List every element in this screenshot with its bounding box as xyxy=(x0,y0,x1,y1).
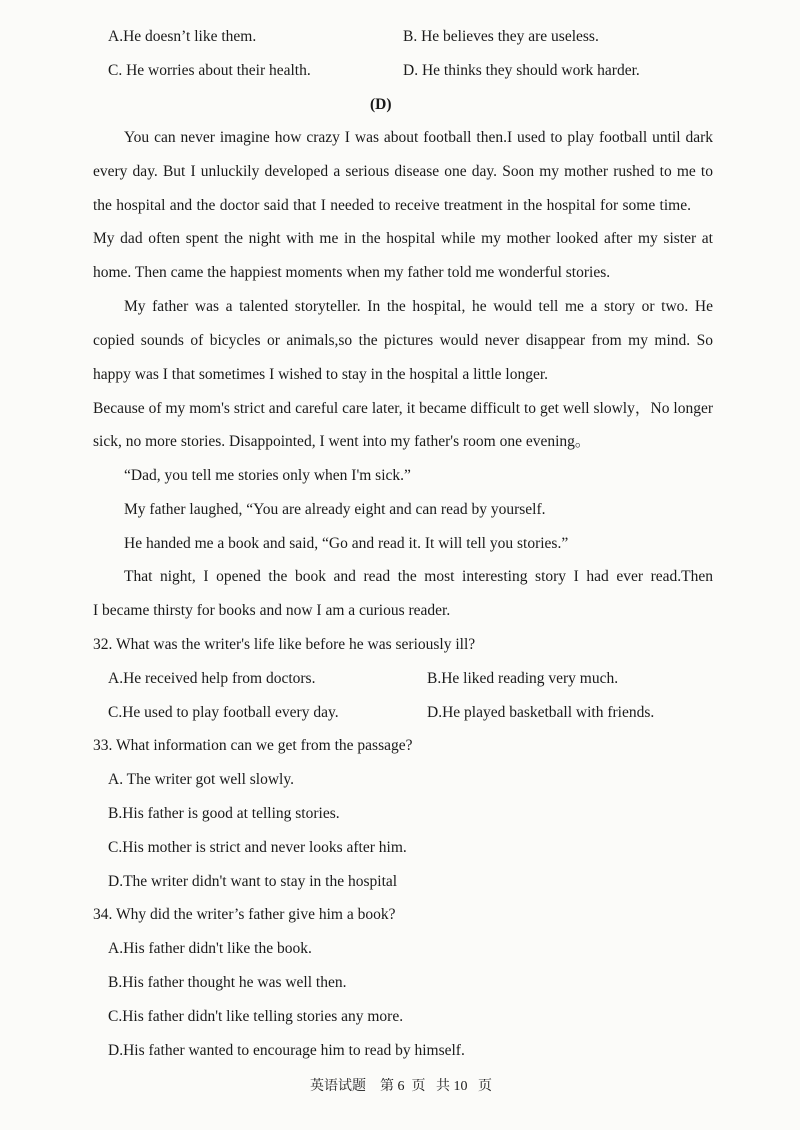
question-32: 32. What was the writer's life like before he was seriously ill? xyxy=(93,636,476,653)
passage-line: Because of my mom's strict and careful care later, it became difficult to get well slowly，No longer xyxy=(93,400,713,417)
section-heading: (D) xyxy=(370,96,392,113)
q34-option-b: B.His father thought he was well then. xyxy=(108,974,347,991)
passage-line: My dad often spent the night with me in the hospital while my mother looked after my sister at xyxy=(93,230,713,247)
q33-option-c: C.His mother is strict and never looks after him. xyxy=(108,839,407,856)
q32-option-c: C.He used to play football every day. xyxy=(108,704,339,721)
question-34: 34. Why did the writer’s father give him a book? xyxy=(93,906,396,923)
passage-line: I became thirsty for books and now I am a curious reader. xyxy=(93,602,451,619)
passage-line: copied sounds of bicycles or animals,so the pictures would never disappear from my mind. So xyxy=(93,332,713,349)
passage-line: the hospital and the doctor said that I needed to receive treatment in the hospital for some time. xyxy=(93,197,691,214)
passage-line: My father was a talented storyteller. In the hospital, he would tell me a story or two. He xyxy=(124,298,713,315)
q31-option-d: D. He thinks they should work harder. xyxy=(403,62,640,79)
q34-option-c: C.His father didn't like telling stories any more. xyxy=(108,1008,404,1025)
q31-option-c: C. He worries about their health. xyxy=(108,62,311,79)
passage-line: That night, I opened the book and read the most interesting story I had ever read.Then xyxy=(124,568,713,585)
q34-option-a: A.His father didn't like the book. xyxy=(108,940,312,957)
passage-line: He handed me a book and said, “Go and read it. It will tell you stories.” xyxy=(124,535,569,552)
passage-line: sick, no more stories. Disappointed, I went into my father's room one evening。 xyxy=(93,433,591,450)
question-33: 33. What information can we get from the passage? xyxy=(93,737,413,754)
q33-option-b: B.His father is good at telling stories. xyxy=(108,805,340,822)
q33-option-a: A. The writer got well slowly. xyxy=(108,771,294,788)
passage-line: My father laughed, “You are already eight and can read by yourself. xyxy=(124,501,546,518)
q32-option-a: A.He received help from doctors. xyxy=(108,670,316,687)
passage-line: home. Then came the happiest moments when my father told me wonderful stories. xyxy=(93,264,611,281)
q33-option-d: D.The writer didn't want to stay in the hospital xyxy=(108,873,398,890)
q31-option-b: B. He believes they are useless. xyxy=(403,28,599,45)
q32-option-d: D.He played basketball with friends. xyxy=(427,704,655,721)
passage-line: happy was I that sometimes I wished to stay in the hospital a little longer. xyxy=(93,366,549,383)
passage-line: “Dad, you tell me stories only when I'm sick.” xyxy=(124,467,411,484)
q32-option-b: B.He liked reading very much. xyxy=(427,670,619,687)
passage-line: You can never imagine how crazy I was about football then.I used to play football until dark xyxy=(124,129,713,146)
passage-line: every day. But I unluckily developed a serious disease one day. Soon my mother rushed to me to xyxy=(93,163,713,180)
q34-option-d: D.His father wanted to encourage him to read by himself. xyxy=(108,1042,465,1059)
q31-option-a: A.He doesn’t like them. xyxy=(108,28,257,45)
page-footer: 英语试题 第 6 页 共 10 页 xyxy=(310,1079,492,1094)
